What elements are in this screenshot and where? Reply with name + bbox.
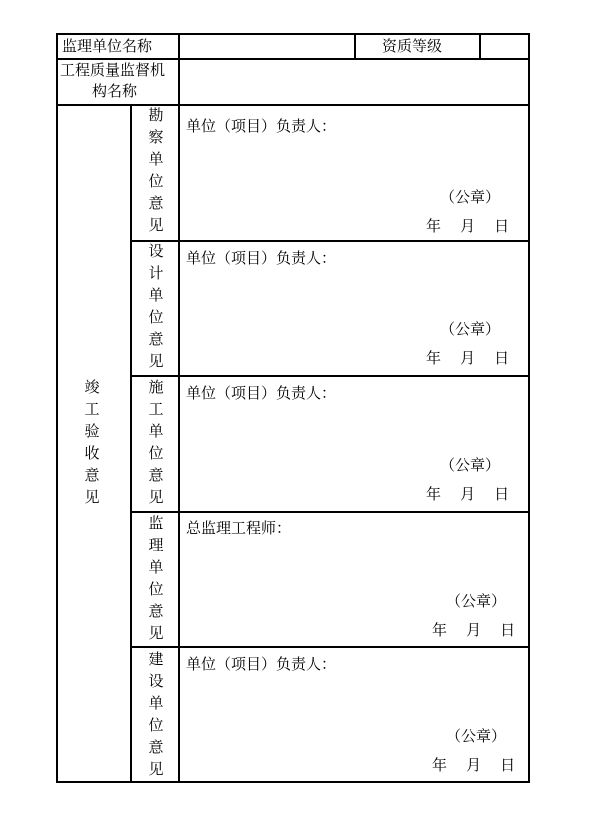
completion-acceptance-label: 竣 工 验 收 意 见 — [84, 378, 100, 506]
divider-h-sec3 — [130, 511, 530, 513]
owner-seal-label: （公章） — [446, 727, 507, 745]
construction-seal-label: （公章） — [440, 456, 501, 474]
construction-date-label: 年 月 日 — [426, 485, 510, 503]
divider-h-row1 — [56, 58, 530, 60]
construction-signer-label: 单位（项目）负责人： — [186, 384, 337, 402]
divider-h-sec2 — [130, 375, 530, 377]
divider-v-qual-left — [354, 33, 356, 59]
divider-v-label — [178, 33, 180, 106]
quality-agency-label-line2: 构名称 — [92, 82, 138, 100]
supervision-unit-label: 监 理 单 位 意 见 — [148, 514, 164, 642]
owner-date-label: 年 月 日 — [432, 756, 516, 774]
divider-h-row2 — [56, 104, 530, 106]
quality-agency-label-line1: 工程质量监督机 — [60, 61, 166, 79]
divider-v-section — [178, 104, 180, 783]
design-unit-label: 设 计 单 位 意 见 — [148, 242, 164, 370]
survey-signer-label: 单位（项目）负责人： — [186, 117, 337, 135]
survey-unit-label: 勘 察 单 位 意 见 — [148, 106, 164, 234]
qualification-label: 资质等级 — [382, 37, 443, 55]
divider-h-sec1 — [130, 240, 530, 242]
survey-seal-label: （公章） — [440, 188, 501, 206]
divider-h-sec4 — [130, 646, 530, 648]
construction-unit-label: 施 工 单 位 意 见 — [148, 378, 164, 506]
divider-v-side — [130, 104, 132, 783]
owner-signer-label: 单位（项目）负责人： — [186, 655, 337, 673]
design-signer-label: 单位（项目）负责人： — [186, 249, 337, 267]
supervisor-unit-label: 监理单位名称 — [62, 37, 153, 55]
divider-v-qual-right — [479, 33, 481, 59]
supervision-signer-label: 总监理工程师： — [186, 519, 292, 537]
supervision-seal-label: （公章） — [446, 592, 507, 610]
survey-date-label: 年 月 日 — [426, 217, 510, 235]
owner-unit-label: 建 设 单 位 意 见 — [148, 650, 164, 778]
supervision-date-label: 年 月 日 — [432, 621, 516, 639]
design-date-label: 年 月 日 — [426, 349, 510, 367]
design-seal-label: （公章） — [440, 320, 501, 338]
